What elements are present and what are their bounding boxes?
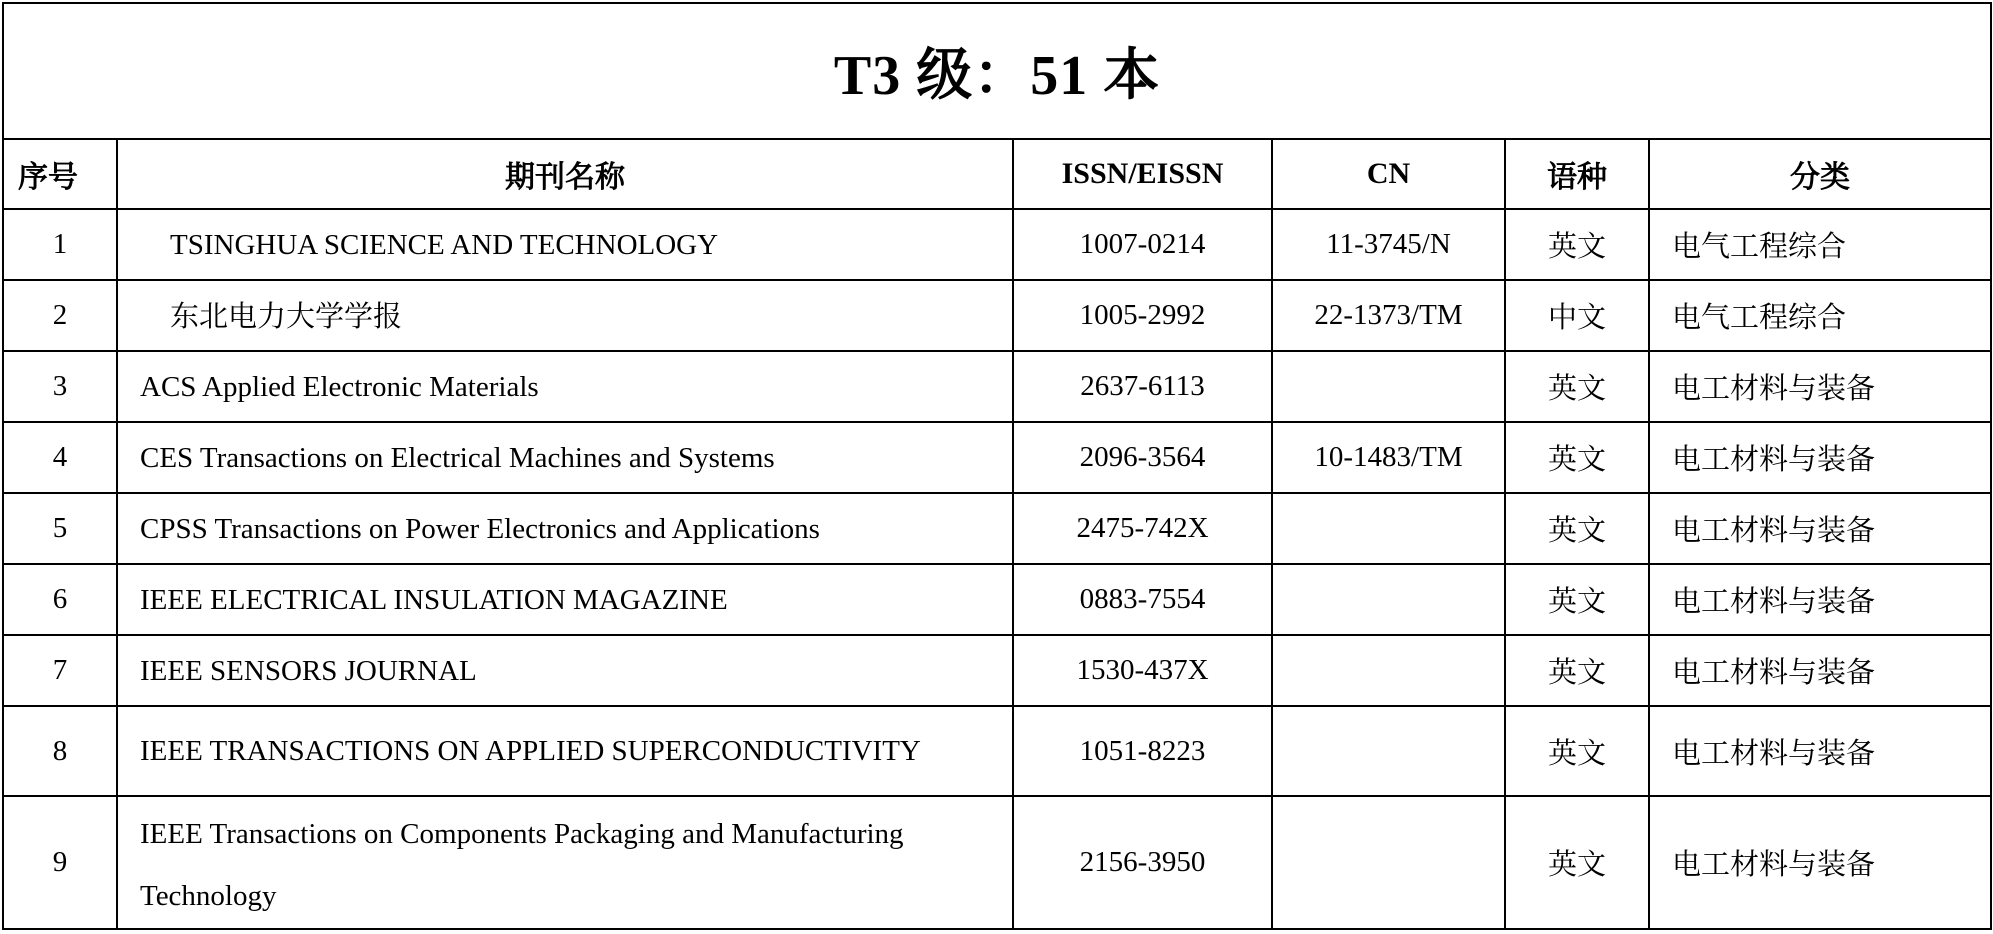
journal-name-line-1: IEEE Transactions on Components Packaging and Manufacturing [140,817,904,850]
cell-language: 英文 [1505,209,1649,280]
table-row [3,796,1991,929]
table-row [3,635,1991,706]
cell-issn: 1530-437X [1013,635,1272,706]
cell-cn [1272,706,1505,796]
cell-language: 英文 [1505,422,1649,493]
cell-category: 电工材料与装备 [1649,635,1991,706]
table-row [3,564,1991,635]
cell-journal-name: IEEE TRANSACTIONS ON APPLIED SUPERCONDUCTIVITY [117,706,1013,796]
cell-no: 6 [3,564,117,635]
column-header-issn: ISSN/EISSN [1013,139,1272,209]
cell-issn: 1007-0214 [1013,209,1272,280]
cell-language: 中文 [1505,280,1649,351]
cell-language: 英文 [1505,635,1649,706]
cell-cn [1272,351,1505,422]
cell-category: 电工材料与装备 [1649,422,1991,493]
cell-issn: 1051-8223 [1013,706,1272,796]
table-row [3,351,1991,422]
cell-category: 电工材料与装备 [1649,706,1991,796]
table-row [3,706,1991,796]
cell-no: 3 [3,351,117,422]
cell-journal-name: 东北电力大学学报 [117,280,1013,351]
table-row [3,493,1991,564]
column-header-category: 分类 [1649,139,1991,209]
cell-journal-name: CES Transactions on Electrical Machines and Systems [117,422,1013,493]
cell-cn: 11-3745/N [1272,209,1505,280]
cell-issn: 1005-2992 [1013,280,1272,351]
cell-issn: 2156-3950 [1013,796,1272,929]
column-header-cn: CN [1272,139,1505,209]
cell-issn: 2475-742X [1013,493,1272,564]
cell-no: 2 [3,280,117,351]
cell-language: 英文 [1505,351,1649,422]
cell-journal-name: IEEE ELECTRICAL INSULATION MAGAZINE [117,564,1013,635]
cell-no: 8 [3,706,117,796]
cell-language: 英文 [1505,796,1649,929]
cell-no: 4 [3,422,117,493]
cell-issn: 0883-7554 [1013,564,1272,635]
cell-issn: 2637-6113 [1013,351,1272,422]
cell-language: 英文 [1505,493,1649,564]
table-title-row [3,3,1991,139]
cell-no: 9 [3,796,117,929]
cell-language: 英文 [1505,706,1649,796]
cell-category: 电工材料与装备 [1649,351,1991,422]
cell-cn [1272,493,1505,564]
journal-name-line-2: Technology [140,879,277,912]
cell-cn: 10-1483/TM [1272,422,1505,493]
column-header-no: 序号 [3,139,117,209]
cell-journal-name: CPSS Transactions on Power Electronics and Applications [117,493,1013,564]
table-row [3,209,1991,280]
cell-cn: 22-1373/TM [1272,280,1505,351]
cell-journal-name: IEEE SENSORS JOURNAL [117,635,1013,706]
cell-category: 电工材料与装备 [1649,564,1991,635]
cell-no: 5 [3,493,117,564]
cell-cn [1272,564,1505,635]
cell-cn [1272,635,1505,706]
table-row [3,280,1991,351]
table-header-row [3,139,1991,209]
table-title: T3 级：51 本 [3,3,1991,139]
cell-category: 电工材料与装备 [1649,493,1991,564]
cell-cn [1272,796,1505,929]
cell-no: 7 [3,635,117,706]
cell-category: 电工材料与装备 [1649,796,1991,929]
cell-issn: 2096-3564 [1013,422,1272,493]
table-row [3,422,1991,493]
journal-table [2,2,1992,930]
cell-language: 英文 [1505,564,1649,635]
cell-journal-name: TSINGHUA SCIENCE AND TECHNOLOGY [117,209,1013,280]
cell-journal-name [117,796,1013,929]
column-header-name: 期刊名称 [117,139,1013,209]
cell-category: 电气工程综合 [1649,209,1991,280]
cell-journal-name: ACS Applied Electronic Materials [117,351,1013,422]
column-header-lang: 语种 [1505,139,1649,209]
cell-no: 1 [3,209,117,280]
cell-category: 电气工程综合 [1649,280,1991,351]
